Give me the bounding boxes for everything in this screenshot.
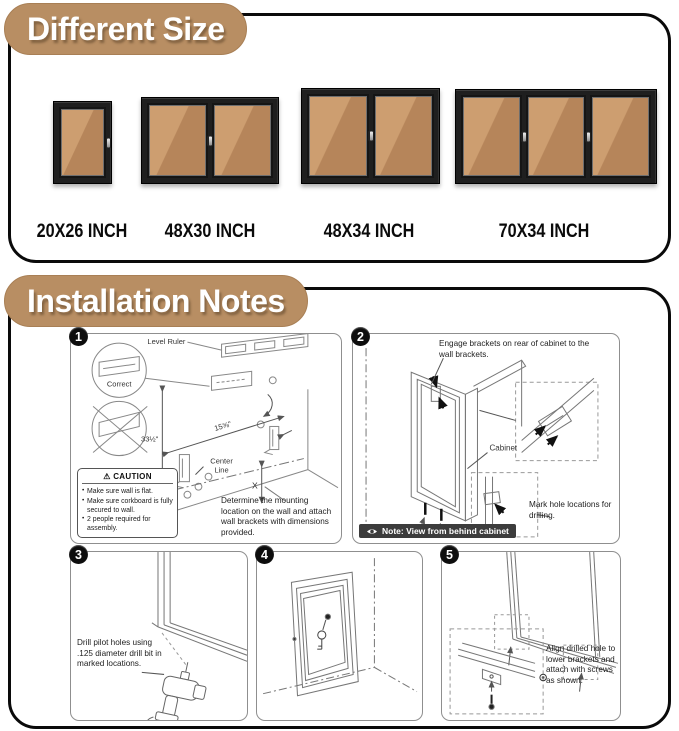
cabinet-label: Cabinet [489, 443, 518, 453]
eye-icon [366, 527, 378, 536]
step2-note-text: Note: View from behind cabinet [382, 526, 509, 536]
door-handle [370, 132, 373, 141]
caution-title: ⚠ CAUTION [82, 472, 173, 484]
caution-list [82, 487, 173, 533]
step5-number-badge: 5 [440, 545, 459, 564]
door-handle [107, 138, 110, 147]
size-section-title: Different Size [27, 11, 225, 47]
corkboard-20x26 [53, 101, 112, 184]
corkboard-48x34 [301, 88, 440, 184]
caution-item: • 2 people required for assembly. [82, 515, 173, 533]
board-door [526, 95, 587, 178]
size-label-48x30: 48X30 INCH [164, 221, 256, 242]
install-section-title: Installation Notes [27, 283, 285, 319]
install-section-title-badge [4, 275, 308, 327]
step4-panel [256, 547, 423, 721]
board-door [373, 94, 435, 178]
center-line-label-2: Line [214, 465, 229, 475]
step2-number-badge: 2 [351, 327, 370, 346]
caution-box [77, 468, 178, 538]
caution-item: • Make sure corkboard is fully secured to wall. [82, 497, 173, 515]
door-handle [587, 132, 590, 141]
level-ruler-label: Level Ruler [147, 337, 186, 347]
x-mark-label: X [252, 480, 258, 491]
board-door [212, 103, 273, 178]
corkboard-48x30 [141, 97, 279, 184]
step3-panel [70, 547, 248, 721]
step5-instruction: Align drilled hole to lower brackets and attach with screws as shown. [546, 644, 616, 685]
step2-panel [352, 329, 620, 544]
vertical-dimension-label: 33½" [141, 434, 159, 444]
board-door [307, 94, 369, 178]
step2-note-bar [359, 524, 516, 538]
size-label-20x26: 20X26 INCH [36, 221, 128, 242]
correct-label: Correct [106, 379, 132, 389]
board-door [147, 103, 208, 178]
board-door [590, 95, 651, 178]
step3-instruction: Drill pilot holes using .125 diameter drill bit in marked locations. [77, 638, 162, 669]
step2-markholes-text: Mark hole locations for drilling. [529, 500, 612, 520]
door-handle [523, 132, 526, 141]
step4-diagram [257, 552, 422, 720]
center-line-label-1: Center [210, 456, 233, 466]
board-door [59, 107, 106, 178]
door-handle [209, 136, 212, 145]
size-section-title-badge [4, 3, 247, 55]
step5-panel [441, 547, 621, 721]
step1-panel [70, 329, 342, 544]
step2-engage-text: Engage brackets on rear of cabinet to the wall brackets. [439, 339, 590, 359]
step3-number-badge: 3 [69, 545, 88, 564]
step1-number-badge: 1 [69, 327, 88, 346]
warning-icon: ⚠ [103, 472, 111, 482]
step5-diagram [442, 552, 620, 720]
horizontal-dimension-label: 15⅝" [213, 419, 233, 433]
step4-number-badge: 4 [255, 545, 274, 564]
step1-instruction: Determine the mounting location on the wall and attach wall brackets with dimensions provided. [221, 496, 332, 537]
step3-diagram [71, 552, 247, 720]
caution-item: • Make sure wall is flat. [82, 487, 173, 496]
size-label-48x34: 48X34 INCH [323, 221, 415, 242]
corkboard-70x34 [455, 89, 657, 184]
board-door [461, 95, 522, 178]
size-label-70x34: 70X34 INCH [498, 221, 590, 242]
